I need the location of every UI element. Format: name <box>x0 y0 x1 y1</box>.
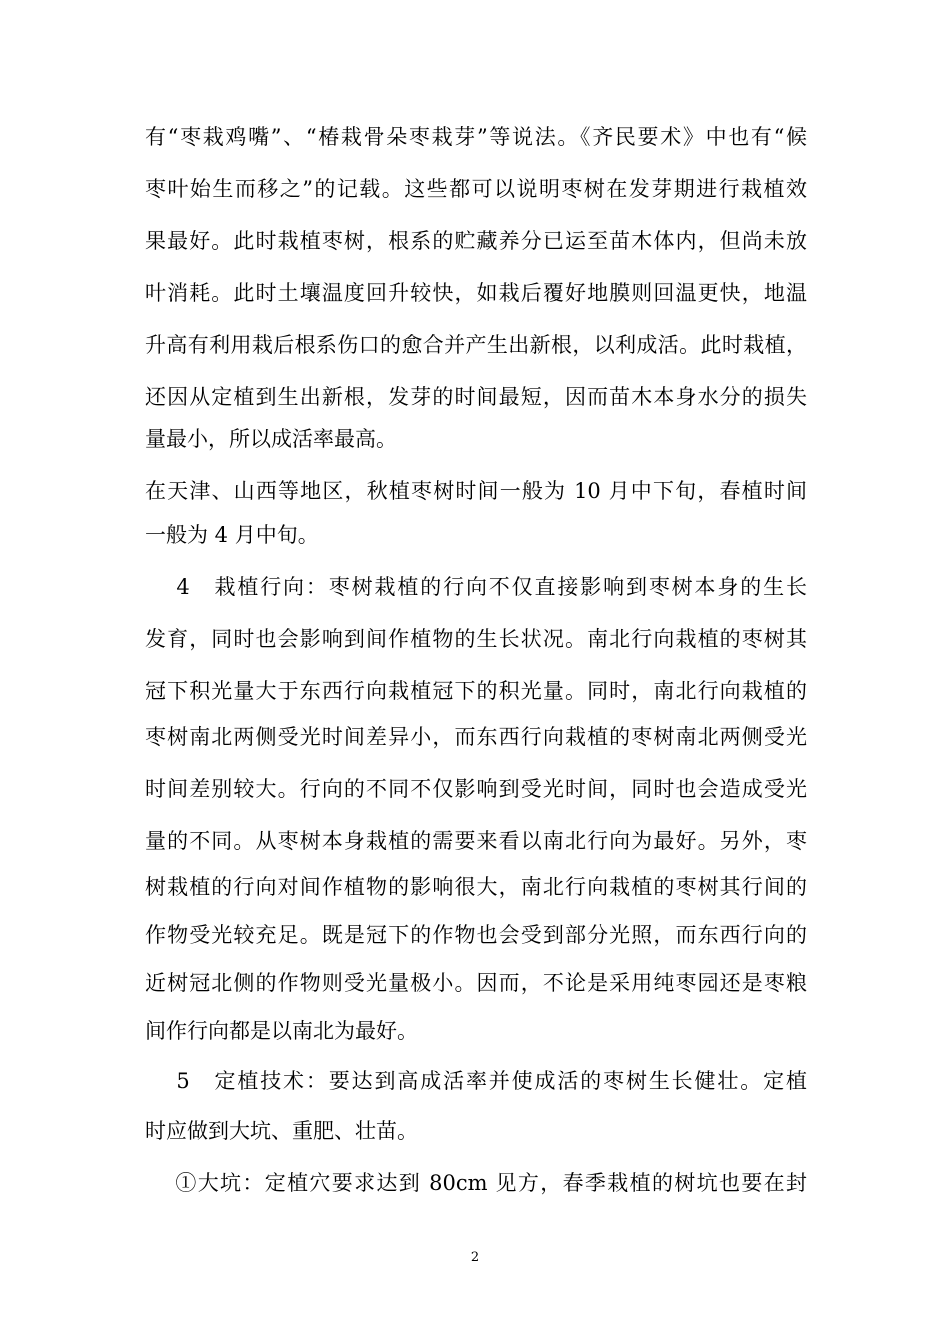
text-line: 时应做到大坑、重肥、壮苗。 <box>145 1119 418 1143</box>
text-line: 量的不同。从枣树本身栽植的需要来看以南北行向为最好。另外，枣 <box>145 829 807 853</box>
text-line: 在天津、山西等地区，秋植枣树时间一般为 10 月中下旬，春植时间 <box>145 479 807 503</box>
text-line: 作物受光较充足。既是冠下的作物也会受到部分光照，而东西行向的 <box>145 923 807 947</box>
text-line: 冠下积光量大于东西行向栽植冠下的积光量。同时，南北行向栽植的 <box>145 679 807 703</box>
text-line: 量最小，所以成活率最高。 <box>145 427 397 451</box>
text-line: 枣树南北两侧受光时间差异小，而东西行向栽植的枣树南北两侧受光 <box>145 725 807 749</box>
text-line: 4 栽植行向：枣树栽植的行向不仅直接影响到枣树本身的生长 <box>145 575 807 599</box>
text-line: 叶消耗。此时土壤温度回升较快，如栽后覆好地膜则回温更快，地温 <box>145 281 807 305</box>
text-line: 果最好。此时栽植枣树，根系的贮藏养分已运至苗木体内，但尚未放 <box>145 229 807 253</box>
text-line: 树栽植的行向对间作植物的影响很大，南北行向栽植的枣树其行间的 <box>145 875 807 899</box>
text-line: 发育，同时也会影响到间作植物的生长状况。南北行向栽植的枣树其 <box>145 627 807 651</box>
text-line: 有“枣栽鸡嘴”、“椿栽骨朵枣栽芽”等说法。《齐民要术》中也有“候 <box>145 125 807 149</box>
text-line: 时间差别较大。行向的不同不仅影响到受光时间，同时也会造成受光 <box>145 777 807 801</box>
text-line: ①大坑：定植穴要求达到 80cm 见方，春季栽植的树坑也要在封 <box>145 1171 807 1195</box>
text-line: 间作行向都是以南北为最好。 <box>145 1019 418 1043</box>
text-line: 还因从定植到生出新根，发芽的时间最短，因而苗木本身水分的损失 <box>145 385 807 409</box>
text-line: 一般为 4 月中旬。 <box>145 523 319 547</box>
text-line: 升高有利用栽后根系伤口的愈合并产生出新根，以利成活。此时栽植， <box>145 333 807 357</box>
text-line: 5 定植技术：要达到高成活率并使成活的枣树生长健壮。定植 <box>145 1069 807 1093</box>
text-line: 近树冠北侧的作物则受光量极小。因而，不论是采用纯枣园还是枣粮 <box>145 971 807 995</box>
page-number: 2 <box>470 1250 480 1265</box>
text-line: 枣叶始生而移之”的记载。这些都可以说明枣树在发芽期进行栽植效 <box>145 177 807 201</box>
